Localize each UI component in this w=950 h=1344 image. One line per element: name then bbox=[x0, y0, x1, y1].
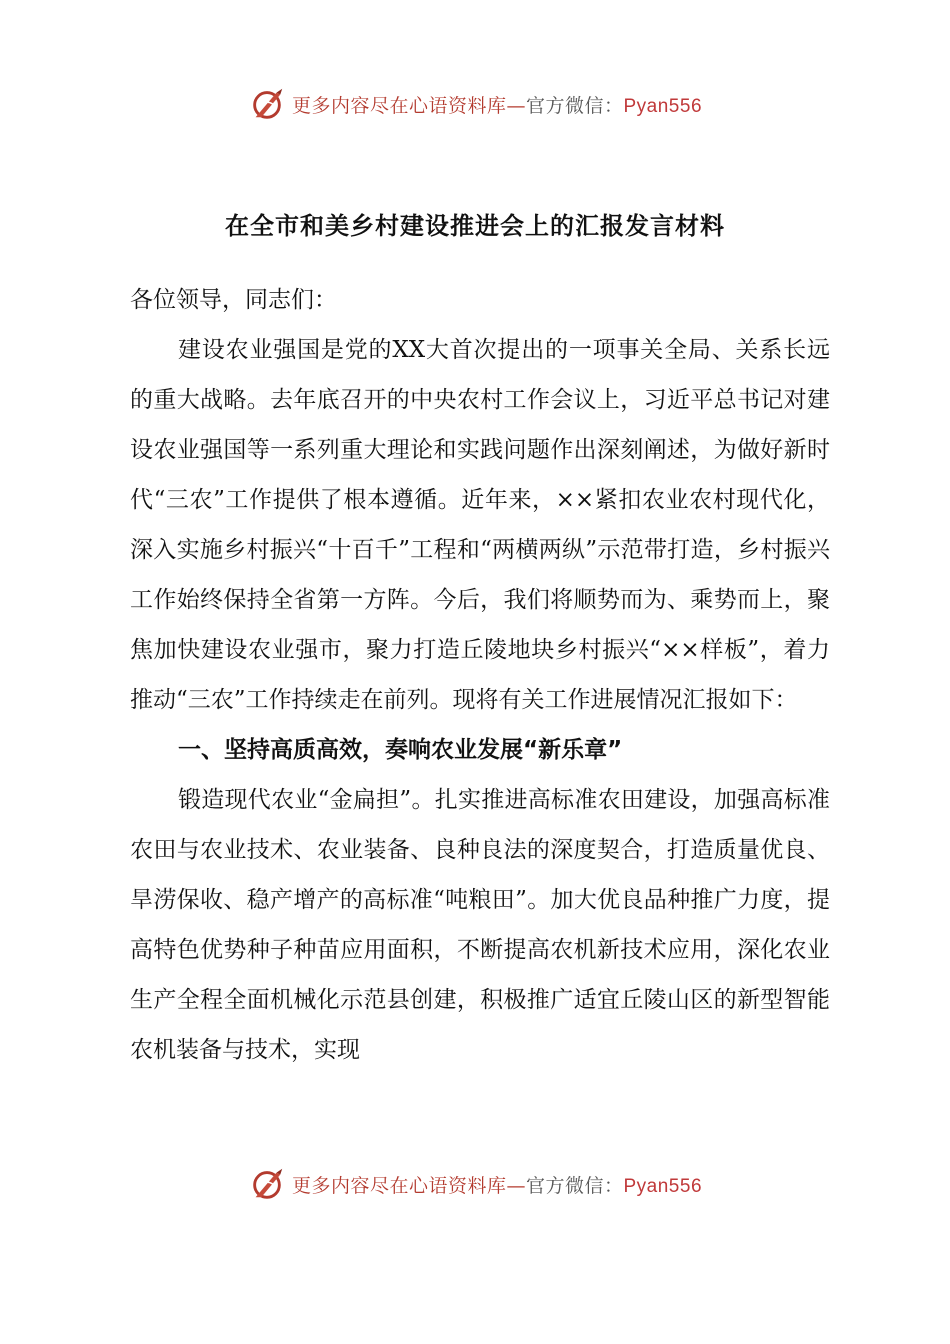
quill-logo-icon bbox=[248, 85, 286, 123]
banner-wechat-id: Pyan556 bbox=[623, 95, 703, 117]
banner-separator: — bbox=[506, 94, 526, 117]
banner-brand: 更多内容尽在心语资料库 bbox=[291, 94, 507, 117]
section-paragraph: 锻造现代农业“金扁担”。扎实推进高标准农田建设，加强高标准农田与农业技术、农业装备、良种良法的深度契合，打造质量优良、旱涝保收、稳产增产的高标准“吨粮田”。加大优良品种推广力度，提高特色优势种子种苗应用面积，不断提高农机新技术应用，深化农业生产全程全面机械化示范县创建，积极推广适宜丘陵山区的新型智能农机装备与技术，实现 bbox=[130, 787, 830, 1063]
banner-separator: — bbox=[506, 1174, 526, 1197]
banner-wechat-label: 官方微信： bbox=[525, 1174, 624, 1197]
section-heading: 一、坚持高质高效，奏响农业发展“新乐章” bbox=[178, 737, 623, 763]
banner-text bbox=[292, 1171, 702, 1198]
banner-wechat-label: 官方微信： bbox=[525, 94, 624, 117]
banner-text bbox=[292, 91, 702, 118]
salutation: 各位领导，同志们： bbox=[130, 287, 337, 313]
footer-banner bbox=[0, 1164, 950, 1204]
banner-wechat-id: Pyan556 bbox=[623, 1175, 703, 1197]
banner-brand: 更多内容尽在心语资料库 bbox=[291, 1174, 507, 1197]
intro-paragraph: 建设农业强国是党的XX大首次提出的一项事关全局、关系长远的重大战略。去年底召开的中央农村工作会议上，习近平总书记对建设农业强国等一系列重大理论和实践问题作出深刻阐述，为做好新时代“三农”工作提供了根本遵循。近年来，××紧扣农业农村现代化，深入实施乡村振兴“十百千”工程和“两横两纵”示范带打造，乡村振兴工作始终保持全省第一方阵。今后，我们将顺势而为、乘势而上，聚焦加快建设农业强市，聚力打造丘陵地块乡村振兴“××样板”，着力推动“三农”工作持续走在前列。现将有关工作进展情况汇报如下： bbox=[130, 337, 830, 713]
header-banner bbox=[0, 84, 950, 124]
document-body bbox=[130, 275, 830, 1075]
quill-logo-icon bbox=[248, 1165, 286, 1203]
document-title: 在全市和美乡村建设推进会上的汇报发言材料 bbox=[225, 212, 725, 240]
